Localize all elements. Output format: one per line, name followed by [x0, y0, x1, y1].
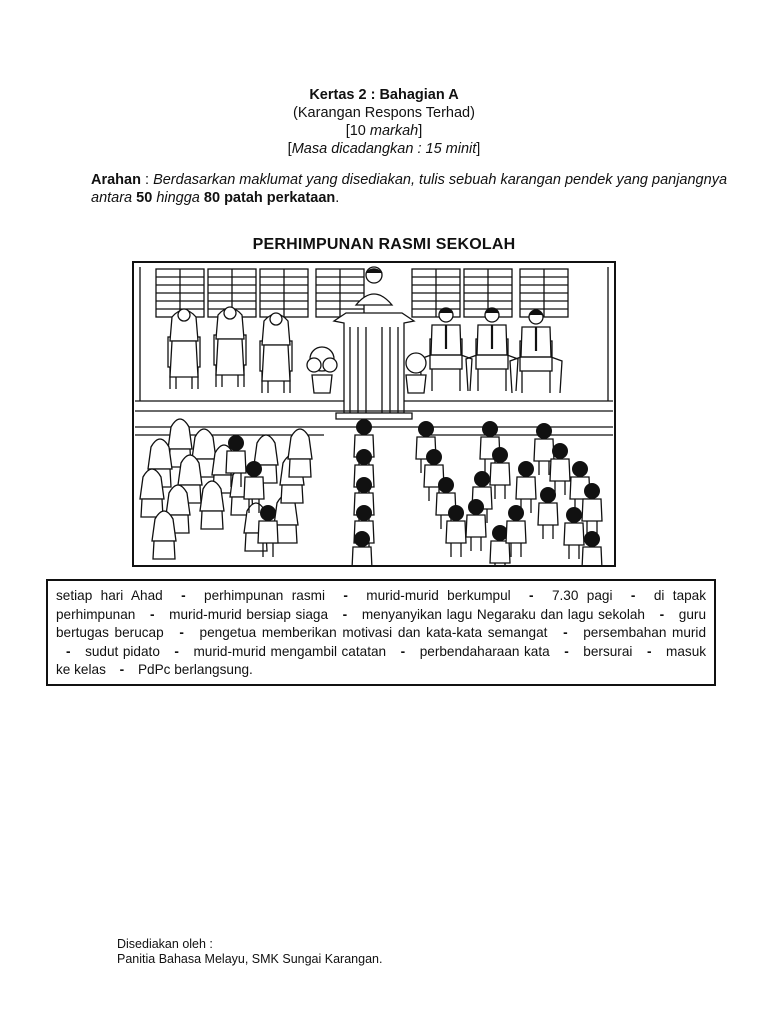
exam-header: [0, 86, 768, 158]
prepared-by-panel: Panitia Bahasa Melayu, SMK Sungai Karangan.: [117, 952, 383, 966]
keypoint-separator: -: [150, 606, 155, 622]
keypoint-item: bersurai: [583, 643, 633, 659]
keypoint-item: pengetua memberikan motivasi dan kata-kata semangat: [199, 625, 548, 640]
assembly-illustration: [132, 261, 616, 567]
min-words: 50: [136, 190, 153, 206]
keypoint-separator: -: [564, 643, 569, 659]
keypoint-item: persembahan murid: [583, 625, 707, 640]
paper-subtitle: (Karangan Respons Terhad): [293, 105, 475, 121]
max-words: 80: [203, 190, 221, 206]
keypoint-separator: -: [630, 588, 636, 603]
prepared-by: [117, 937, 382, 967]
keypoint-separator: -: [563, 625, 568, 640]
keypoint-item: menyanyikan lagu Negaraku dan lagu sekolah: [361, 606, 645, 622]
keypoint-separator: -: [179, 625, 184, 640]
instruction-text: Berdasarkan maklumat yang disediakan, tulis sebuah karangan pendek yang panjangnya antara 50 hingga 80 patah perkataan: [91, 172, 728, 206]
keypoint-separator: -: [181, 588, 186, 603]
keypoint-item: perhimpunan rasmi: [204, 588, 325, 603]
keypoint-separator: -: [659, 606, 665, 622]
paper-title: Kertas 2 : Bahagian A: [309, 87, 459, 103]
keypoint-separator: -: [529, 588, 534, 603]
keypoint-item: guru bertugas berucap: [56, 606, 707, 640]
duration-line: [Masa dicadangkan : 15 minit]: [287, 141, 481, 157]
keypoints-box: [46, 579, 716, 686]
marks-line: [10 markah]: [345, 123, 423, 139]
keypoint-separator: -: [646, 643, 652, 659]
keypoint-item: 7.30 pagi: [551, 588, 613, 603]
picture-title: PERHIMPUNAN RASMI SEKOLAH: [252, 236, 516, 253]
keypoint-item: masuk ke kelas: [56, 643, 707, 677]
keypoint-separator: -: [400, 643, 406, 659]
keypoint-item: perbendaharaan kata: [419, 643, 550, 659]
keypoint-item: murid-murid berkumpul: [366, 588, 511, 603]
keypoint-separator: -: [174, 643, 179, 659]
keypoint-separator: -: [342, 606, 348, 622]
keypoint-item: murid-murid mengambil catatan: [193, 643, 387, 659]
keypoint-item: murid-murid bersiap siaga: [169, 606, 329, 622]
instruction-label: Arahan: [91, 172, 141, 188]
keypoint-item: sudut pidato: [85, 643, 160, 659]
keypoint-item: setiap hari Ahad: [56, 588, 163, 603]
keypoint-separator: -: [119, 662, 125, 677]
keypoint-item: di tapak perhimpunan: [56, 588, 707, 622]
assembly-drawing: [134, 263, 614, 565]
keypoint-separator: -: [343, 588, 348, 603]
prepared-by-label: Disediakan oleh :: [117, 937, 213, 951]
instruction: Arahan : Berdasarkan maklumat yang disediakan, tulis sebuah karangan pendek yang panjangnya antara 50 hingga 80 patah perkataan.: [91, 172, 728, 206]
keypoint-separator: -: [66, 643, 71, 659]
keypoint-item: PdPc berlangsung.: [137, 662, 253, 677]
